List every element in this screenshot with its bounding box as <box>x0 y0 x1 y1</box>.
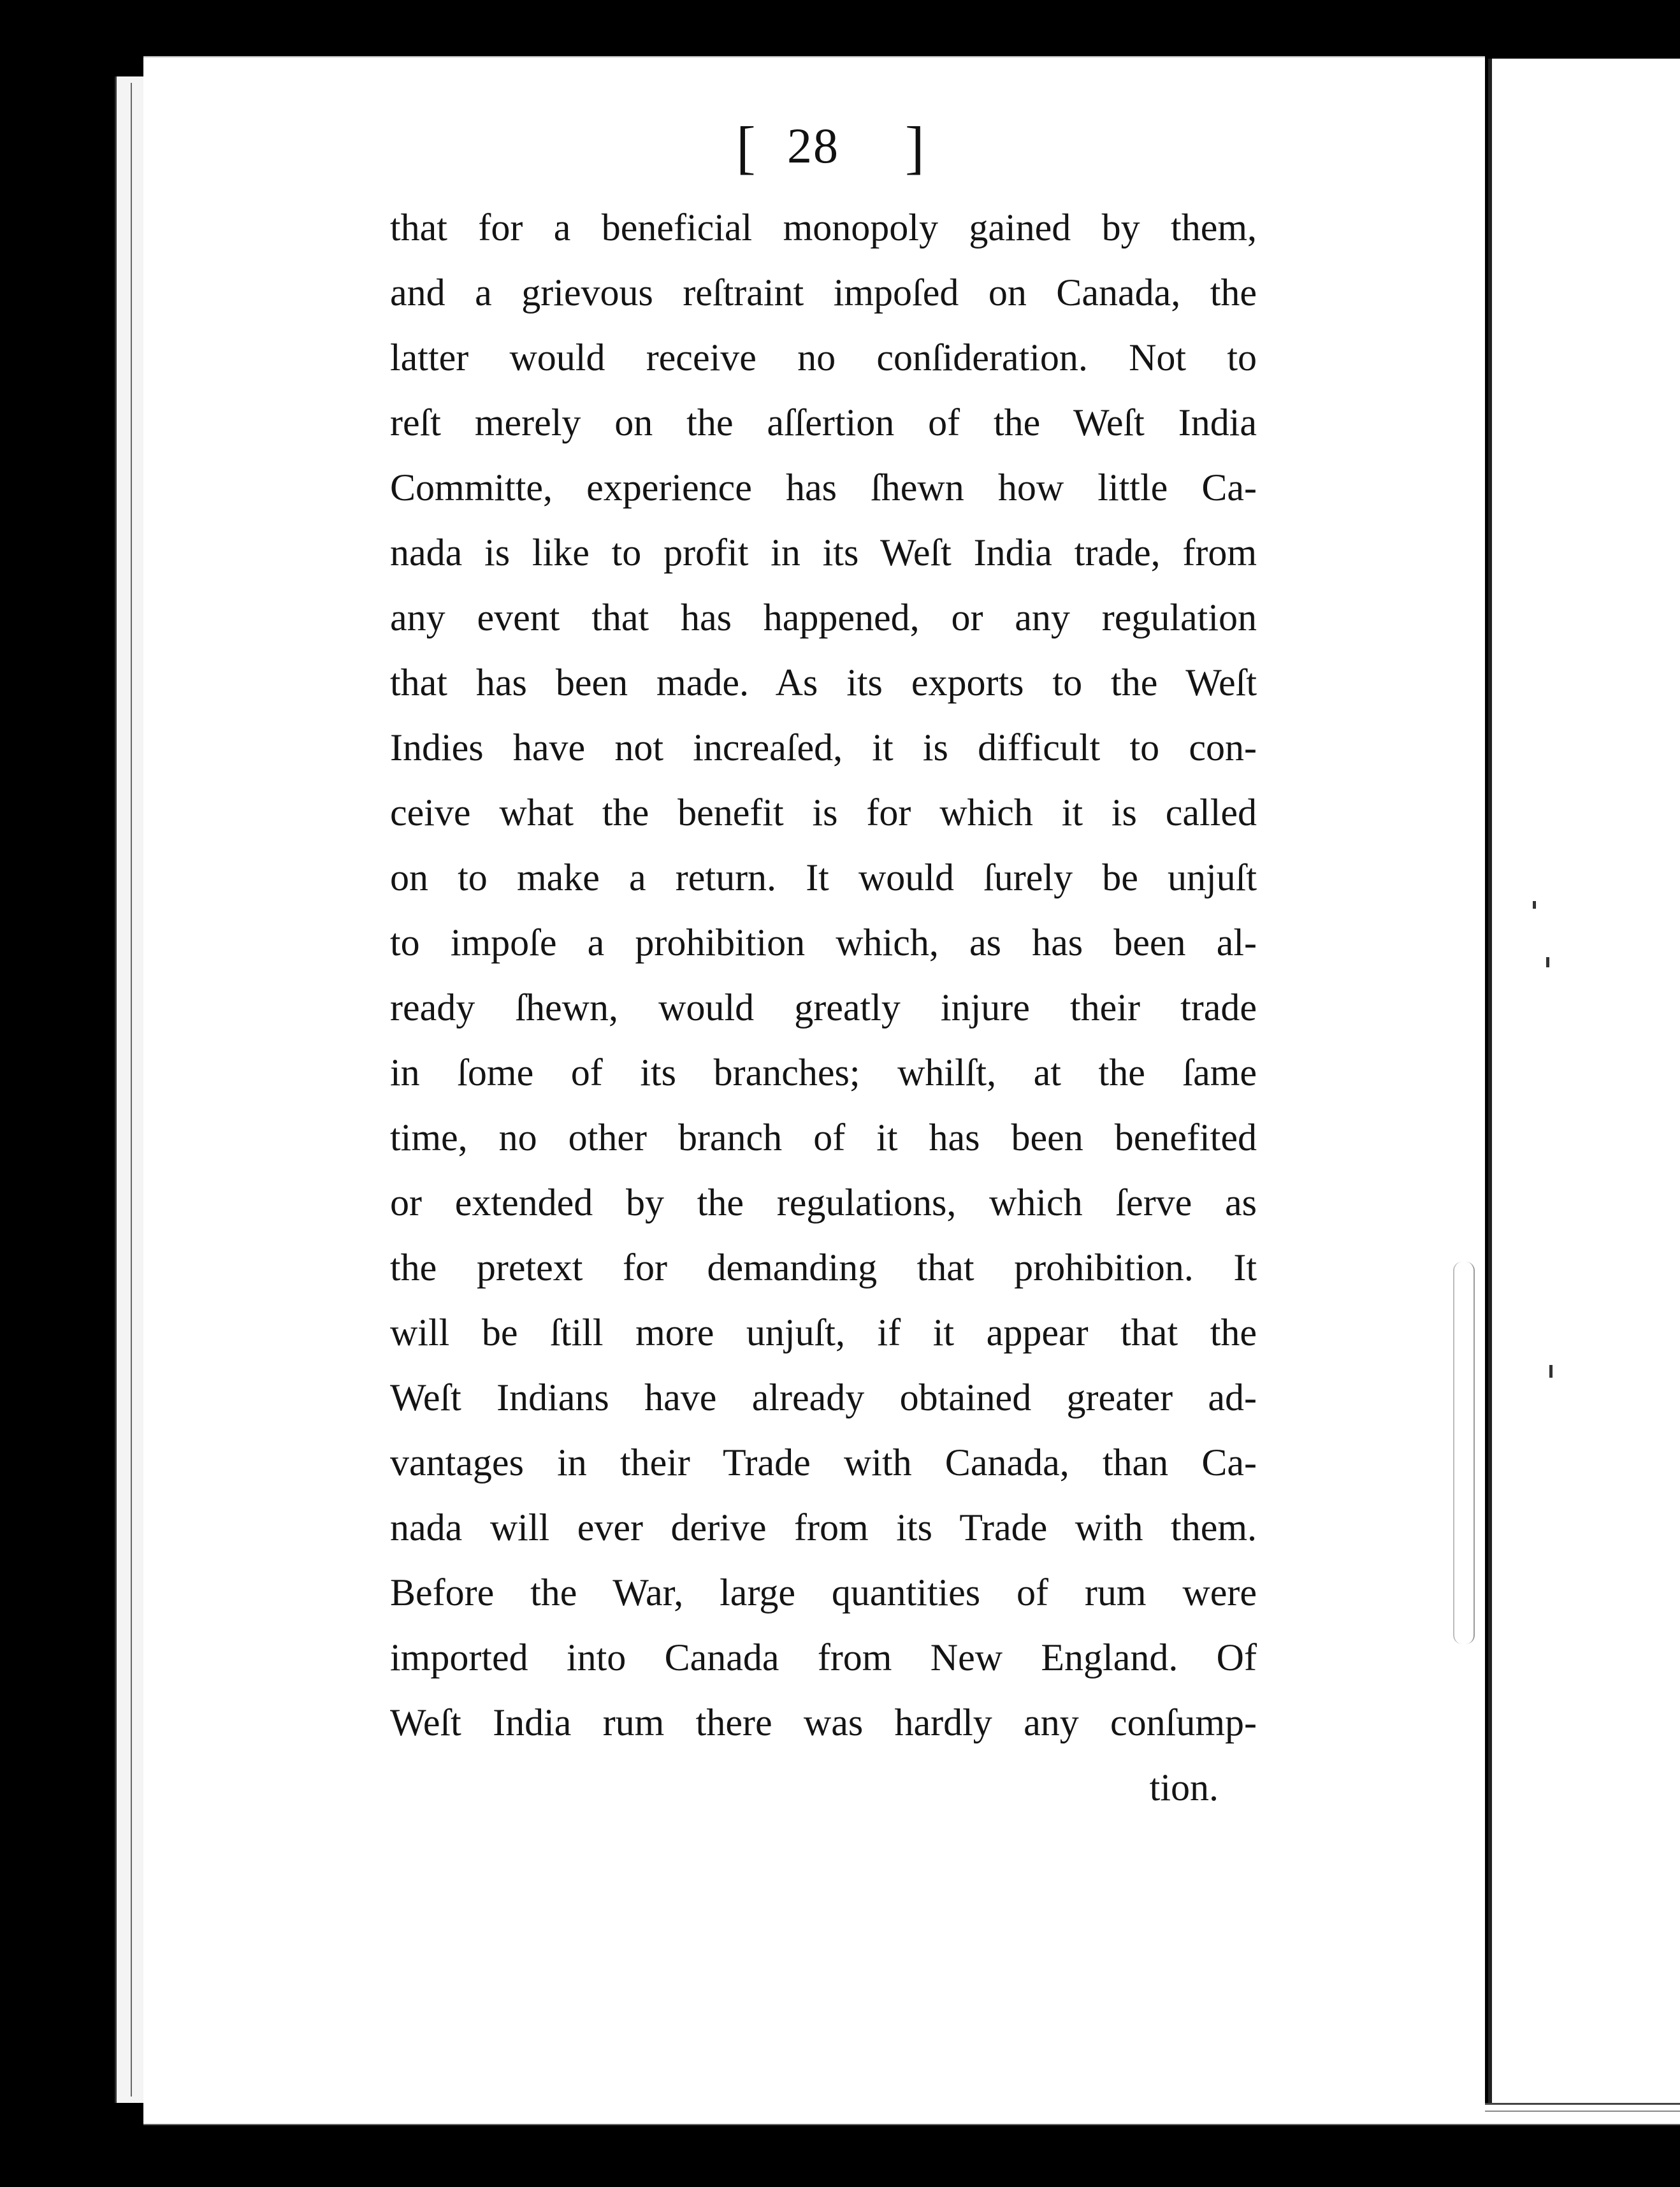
text-line: and a grievous reſtraint impoſed on Canada, the <box>390 271 1257 314</box>
text-line: ceive what the benefit is for which it is called <box>390 791 1257 834</box>
gutter-crease <box>1453 1262 1475 1644</box>
page-number: 28 <box>787 118 839 173</box>
text-line: Weſt India rum there was hardly any conſump- <box>390 1701 1257 1743</box>
text-line: that has been made. As its exports to the Weſt <box>390 661 1257 704</box>
text-line: nada is like to profit in its Weſt India trade, from <box>390 531 1257 574</box>
header-bracket-close: ] <box>905 115 925 180</box>
catchword: tion. <box>1149 1766 1219 1808</box>
text-line: or extended by the regulations, which ſerve as <box>390 1181 1257 1223</box>
body-text <box>390 195 1257 1820</box>
left-page-edge-line <box>131 83 140 2097</box>
header-bracket-open: [ <box>736 115 756 180</box>
text-line: Before the War, large quantities of rum were <box>390 1571 1257 1613</box>
text-line: that for a beneficial monopoly gained by them, <box>390 206 1257 249</box>
text-line: nada will ever derive from its Trade with them. <box>390 1506 1257 1548</box>
text-line: latter would receive no conſideration. Not to <box>390 336 1257 379</box>
text-line: vantages in their Trade with Canada, than Ca- <box>390 1441 1257 1483</box>
text-line: in ſome of its branches; whilſt, at the ſame <box>390 1051 1257 1094</box>
text-line: any event that has happened, or any regulation <box>390 596 1257 639</box>
text-line: time, no other branch of it has been benefited <box>390 1116 1257 1158</box>
ink-speck <box>1533 901 1536 909</box>
text-line: to impoſe a prohibition which, as has been al- <box>390 921 1257 964</box>
text-line: ready ſhewn, would greatly injure their trade <box>390 986 1257 1029</box>
ink-speck <box>1549 1365 1553 1378</box>
text-line: on to make a return. It would ſurely be unjuſt <box>390 856 1257 899</box>
text-line: will be ſtill more unjuſt, if it appear that the <box>390 1311 1257 1353</box>
text-line: Weſt Indians have already obtained greater ad- <box>390 1376 1257 1418</box>
text-line: the pretext for demanding that prohibition. It <box>390 1246 1257 1288</box>
ink-speck <box>1546 957 1549 967</box>
text-line: imported into Canada from New England. Of <box>390 1636 1257 1678</box>
text-line: Indies have not increaſed, it is difficult to con- <box>390 726 1257 769</box>
page-header <box>727 113 937 184</box>
text-line: reſt merely on the aſſertion of the Weſt India <box>390 401 1257 444</box>
facing-page <box>1488 59 1680 2123</box>
text-line: Committe, experience has ſhewn how little Ca- <box>390 466 1257 509</box>
